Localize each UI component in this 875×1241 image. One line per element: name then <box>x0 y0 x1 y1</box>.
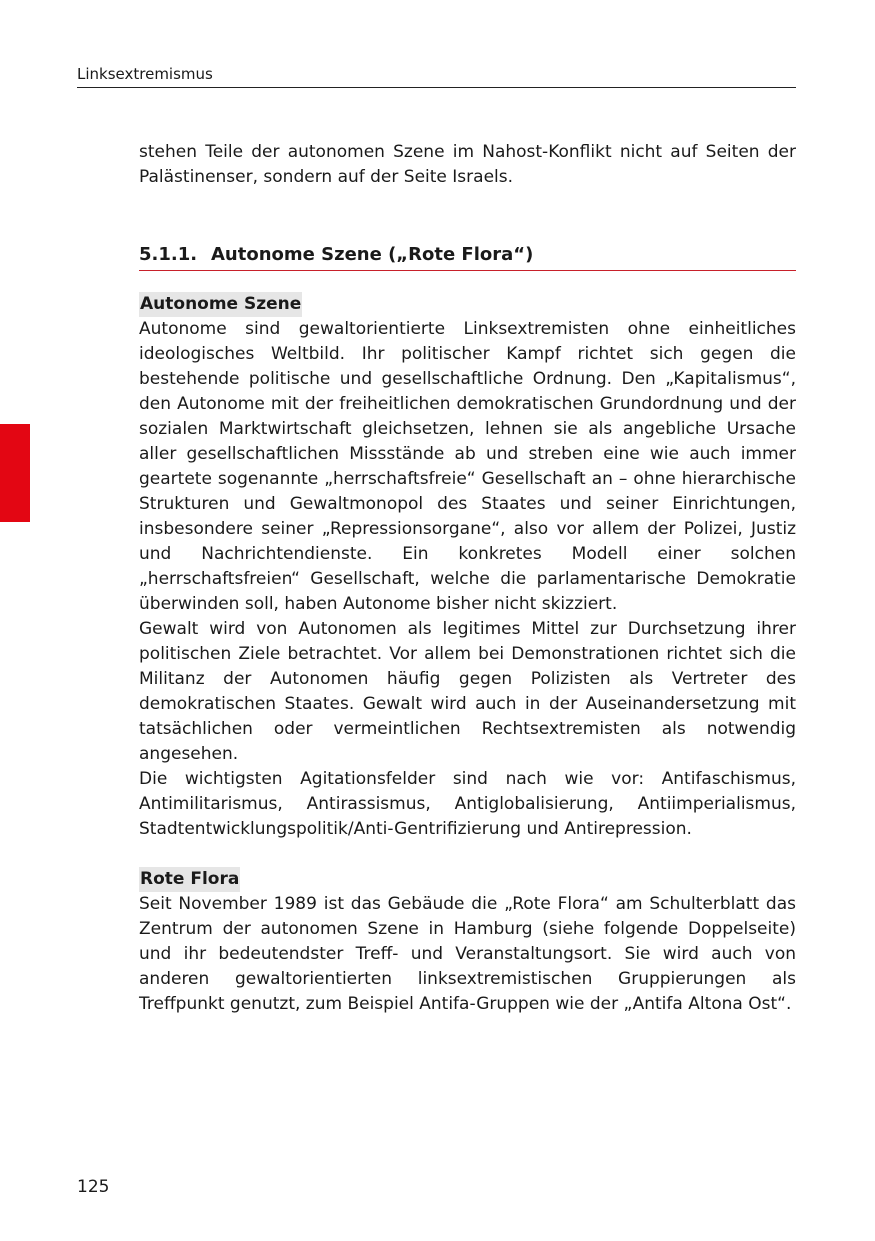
chapter-marker-tab <box>0 424 30 522</box>
section-heading <box>139 242 796 271</box>
page-number: 125 <box>77 1177 110 1197</box>
section-title: Autonome Szene („Rote Flora“) <box>211 244 534 265</box>
running-header-title: Linksextremismus <box>77 65 213 83</box>
subheading-rote-flora: Rote Flora <box>139 867 240 892</box>
paragraph: Autonome sind gewaltorientierte Linksextremisten ohne einheitliches ideologisches Weltbild. Ihr politischer Kampf richtet sich gegen die bestehende politische und gesellschaftliche Ordnung. Den „Kapitalismus“, den Autonome mit der freiheitlichen demokratischen Grundordnung und der sozialen Marktwirtschaft gleichsetzen, lehnen sie als angebliche Ursache aller gesellschaftlichen Missstände ab und streben eine wie auch immer geartete sogenannte „herrschaftsfreie“ Gesellschaft an – ohne hierarchische Strukturen und Gewaltmonopol des Staates und seiner Einrichtungen, insbesondere seiner „Repressionsorgane“, also vor allem der Polizei, Justiz und Nachrichtendienste. Ein konkretes Modell einer solchen „herrschaftsfreien“ Gesellschaft, welche die parlamentarische Demokratie überwinden soll, haben Autonome bisher nicht skizziert. <box>139 319 796 614</box>
page-content <box>139 140 796 1017</box>
subheading-autonome-szene: Autonome Szene <box>139 292 302 317</box>
paragraph: Die wichtigsten Agitationsfelder sind nach wie vor: Antifaschismus, Antimilitarismus, Antirassismus, Antiglobalisierung, Antiimperialismus, Stadtentwicklungspolitik/Anti-Gentrifizierung und Antirepression. <box>139 769 796 839</box>
section-number: 5.1.1. <box>139 244 198 265</box>
paragraph: Gewalt wird von Autonomen als legitimes Mittel zur Durchsetzung ihrer politischen Ziele betrachtet. Vor allem bei Demonstrationen richtet sich die Militanz der Autonomen häufig gegen Polizisten als Vertreter des demokratischen Staates. Gewalt wird auch in der Auseinandersetzung mit tatsächlichen oder vermeintlichen Rechtsextremisten als notwendig angesehen. <box>139 619 796 764</box>
intro-paragraph: stehen Teile der autonomen Szene im Nahost-Konflikt nicht auf Seiten der Palästinenser, sondern auf der Seite Israels. <box>139 142 796 187</box>
running-header <box>77 64 796 88</box>
paragraph: Seit November 1989 ist das Gebäude die „Rote Flora“ am Schulterblatt das Zentrum der autonomen Szene in Hamburg (siehe folgende Doppelseite) und ihr bedeutendster Treff- und Veranstaltungsort. Sie wird auch von anderen gewaltorientierten linksextremistischen Gruppierungen als Treffpunkt genutzt, zum Beispiel Antifa-Gruppen wie der „Antifa Altona Ost“. <box>139 894 796 1014</box>
